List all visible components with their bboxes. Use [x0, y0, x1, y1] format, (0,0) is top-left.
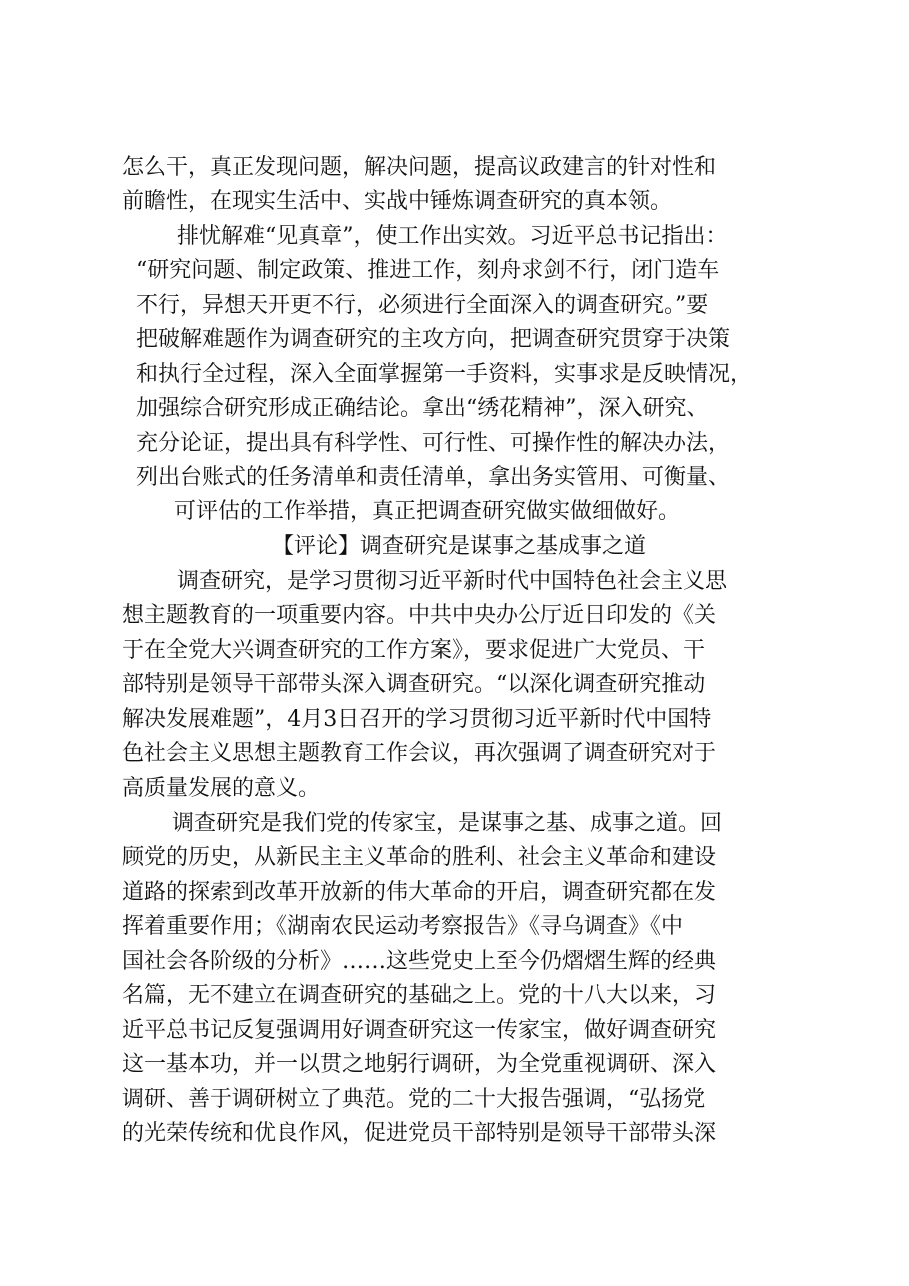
text-line: 列出台账式的任务清单和责任清单，拿出务实管用、可衡量、 [136, 465, 731, 490]
text-line: 可评估的工作举措，真正把调查研究做实做细做好。 [174, 499, 681, 524]
text-line: 部特别是领导干部带头深入调查研究。“以深化调查研究推动 [122, 672, 706, 697]
text-line: 顾党的历史，从新民主主义革命的胜利、社会主义革命和建设 [122, 845, 717, 870]
text-line: 充分论证，提出具有科学性、可行性、可操作性的解决办法， [136, 431, 731, 456]
text-line: 排忧解难“见真章”，使工作出实效。习近平总书记指出： [177, 224, 728, 249]
text-line: 于在全党大兴调查研究的工作方案》，要求促进广大党员、干 [122, 638, 706, 663]
text-line: 调研、善于调研树立了典范。党的二十大报告强调，“弘扬党 [122, 1087, 706, 1112]
text-line: 和执行全过程，深入全面掌握第一手资料，实事求是反映情况， [136, 362, 753, 387]
section-heading: 【评论】调查研究是谋事之基成事之道 [272, 534, 647, 559]
text-line: 把破解难题作为调查研究的主攻方向，把调查研究贯穿于决策 [136, 327, 731, 352]
text-line: 高质量发展的意义。 [122, 776, 321, 801]
text-line: 近平总书记反复强调用好调查研究这一传家宝，做好调查研究 [122, 1018, 717, 1043]
text-line: 调查研究是我们党的传家宝，是谋事之基、成事之道。回 [172, 811, 723, 836]
text-line: 的光荣传统和优良作风，促进党员干部特别是领导干部带头深 [122, 1121, 717, 1146]
text-line: 调查研究，是学习贯彻习近平新时代中国特色社会主义思 [177, 569, 728, 594]
text-line: 名篇，无不建立在调查研究的基础之上。党的十八大以来，习 [122, 983, 717, 1008]
text-line: 色社会主义思想主题教育工作会议，再次强调了调查研究对于 [122, 741, 717, 766]
text-line: “研究问题、制定政策、推进工作，刻舟求剑不行，闭门造车 [136, 258, 720, 283]
text-line: 前瞻性，在现实生活中、实战中锤炼调查研究的真本领。 [122, 189, 673, 214]
text-line: 这一基本功，并一以贯之地躬行调研，为全党重视调研、深入 [122, 1052, 717, 1077]
text-line: 加强综合研究形成正确结论。拿出“绣花精神”，深入研究、 [136, 396, 709, 421]
text-line: 挥着重要作用；《湖南农民运动考察报告》《寻乌调查》《中 [122, 914, 684, 939]
text-line: 解决发展难题”，4月3日召开的学习贯彻习近平新时代中国特 [122, 707, 712, 732]
text-line: 国社会各阶级的分析》……这些党史上至今仍熠熠生辉的经典 [122, 949, 717, 974]
text-line: 想主题教育的一项重要内容。中共中央办公厅近日印发的《关 [122, 603, 717, 628]
text-line: 怎么干，真正发现问题，解决问题，提高议政建言的针对性和 [122, 155, 717, 180]
text-line: 不行，异想天开更不行，必须进行全面深入的调查研究。”要 [136, 293, 709, 318]
text-line: 道路的探索到改革开放新的伟大革命的开启，调查研究都在发 [122, 880, 717, 905]
